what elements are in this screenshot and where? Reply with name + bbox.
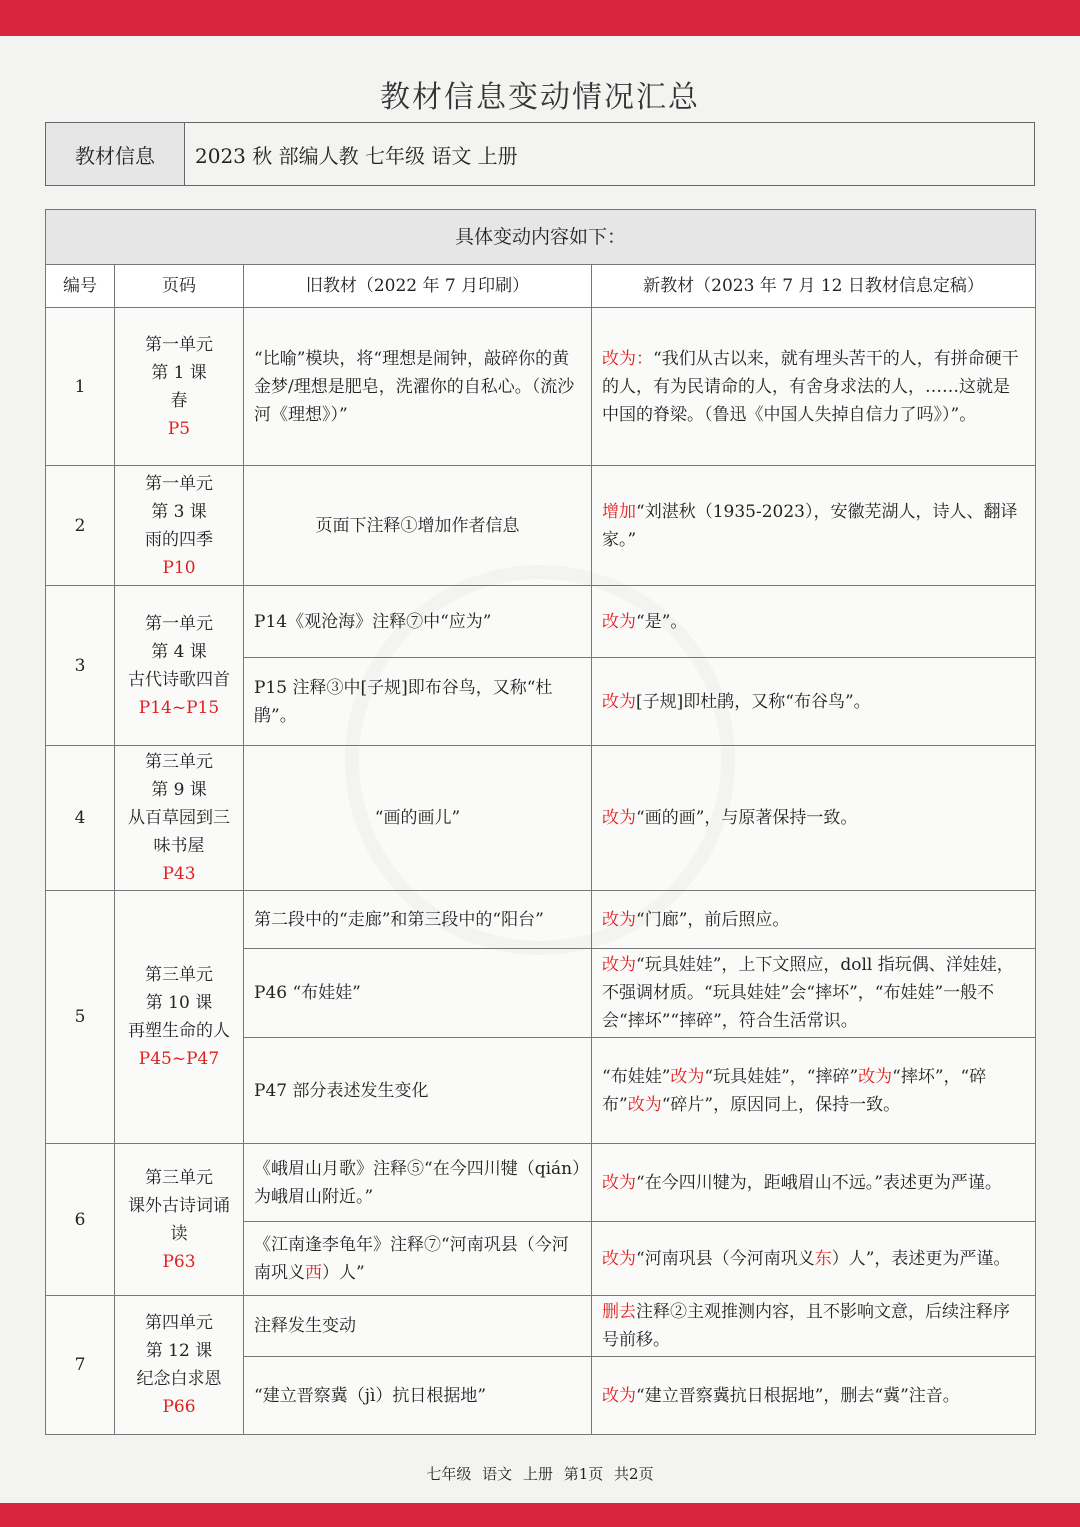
new-text: “玩具娃娃”，上下文照应，doll 指玩偶、洋娃娃，不强调材质。“玩具娃娃”会“摔坏”，“布娃娃”一般不会“摔坏”“摔碎”，符合生活常识。: [602, 955, 1014, 1031]
page-ref: P43: [162, 864, 196, 884]
page-line: 课外古诗词诵读: [128, 1195, 230, 1244]
old-text-cell: 第二段中的“走廊”和第三段中的“阳台”: [244, 891, 592, 949]
page-ref: P14~P15: [138, 697, 220, 718]
old-text-cell: “画的画儿”: [244, 746, 592, 891]
top-banner: [0, 0, 1080, 36]
new-text-part: “河南巩县（今河南巩义: [636, 1248, 815, 1269]
old-text-cell: P47 部分表述发生变化: [244, 1038, 592, 1144]
page-line: 从百草园到三味书屋: [128, 808, 230, 856]
bottom-banner: [0, 1503, 1080, 1527]
textbook-info-table: [45, 122, 1035, 186]
table-row: [46, 586, 1036, 658]
new-text: “门廊”，前后照应。: [636, 909, 790, 930]
new-text: “我们从古以来，就有埋头苦干的人，有拼命硬干的人，有为民请命的人，有舍身求法的人，……这就是中国的脊梁。（鲁迅《中国人失掉自信力了吗》）”。: [602, 348, 1019, 425]
old-text-cell: P14《观沧海》注释⑦中“应为”: [244, 586, 592, 658]
header-num: 编号: [46, 265, 115, 308]
header-page: 页码: [115, 265, 244, 308]
change-tag: 改为: [602, 1172, 636, 1193]
page-cell: [115, 746, 244, 891]
old-text-cell: “比喻”模块，将“理想是闹钟，敲碎你的黄金梦/理想是肥皂，洗濯你的自私心。（流沙河《理想》）”: [244, 308, 592, 466]
row-number: 6: [46, 1144, 115, 1296]
new-text-part: “布娃娃”: [602, 1066, 671, 1087]
new-text: 注释②主观推测内容，且不影响文意，后续注释序号前移。: [602, 1302, 1010, 1350]
header-old: 旧教材（2022 年 7 月印刷）: [244, 265, 592, 308]
page-line: 第 3 课: [151, 501, 207, 522]
old-text-cell: 注释发生变动: [244, 1296, 592, 1357]
page-line: 纪念白求恩: [136, 1369, 222, 1389]
page-line: 再塑生命的人: [128, 1021, 230, 1041]
table-body: [46, 308, 1036, 1435]
row-number: 3: [46, 586, 115, 746]
page-line: 第四单元: [145, 1313, 213, 1333]
change-tag: 增加: [602, 501, 636, 522]
old-text-cell: 页面下注释①增加作者信息: [244, 466, 592, 586]
new-text-cell: [592, 1038, 1036, 1144]
row-number: 5: [46, 891, 115, 1144]
page-title: 教材信息变动情况汇总: [380, 80, 700, 115]
change-tag: 改为: [602, 1385, 636, 1406]
page-ref: P63: [162, 1251, 196, 1272]
change-tag: 改为: [602, 1248, 636, 1269]
page-line: 第一单元: [145, 334, 213, 355]
change-tag: 改为: [602, 955, 636, 975]
table-row: [46, 746, 1036, 891]
page-line: 第 12 课: [145, 1341, 213, 1361]
page-ref: P45~P47: [138, 1049, 220, 1069]
page-line: 第三单元: [145, 965, 213, 985]
old-text-part: 西: [305, 1262, 322, 1283]
page-line: 古代诗歌四首: [128, 669, 230, 690]
table-row: [46, 891, 1036, 949]
page-cell: [115, 466, 244, 586]
page-line: 第一单元: [145, 613, 213, 634]
table-caption: 具体变动内容如下：: [46, 210, 1036, 265]
new-text-part: 改为: [670, 1066, 705, 1087]
page-footer: 七年级 语文 上册 第1页 共2页: [426, 1465, 654, 1483]
new-text: [子规]即杜鹃，又称“布谷鸟”。: [636, 691, 871, 712]
row-number: 4: [46, 746, 115, 891]
page-line: 第一单元: [145, 473, 213, 494]
table-row: [46, 1296, 1036, 1357]
page-cell: [115, 891, 244, 1144]
page-cell: [115, 308, 244, 466]
new-text-cell: [592, 891, 1036, 949]
new-text-cell: [592, 1296, 1036, 1357]
new-text-part: “碎片”，原因同上，保持一致。: [661, 1094, 901, 1115]
new-text: “在今四川犍为，距峨眉山不远。”表述更为严谨。: [636, 1172, 1002, 1193]
new-text-part: ）人”，表述更为严谨。: [831, 1248, 1011, 1269]
new-text-part: “玩具娃娃”，“摔碎”: [704, 1066, 859, 1087]
page-line: 雨的四季: [145, 529, 213, 550]
table-row: [46, 1144, 1036, 1222]
page-ref: P5: [167, 418, 191, 439]
old-text-cell: “建立晋察冀（jì）抗日根据地”: [244, 1357, 592, 1435]
info-label: 教材信息: [46, 123, 185, 186]
old-text-cell: [244, 1222, 592, 1296]
new-text-cell: [592, 308, 1036, 466]
new-text-part: 改为: [858, 1066, 893, 1087]
page-line: 第 10 课: [145, 993, 213, 1013]
page-ref: P10: [162, 557, 196, 578]
new-text-cell: [592, 658, 1036, 746]
new-text: “刘湛秋（1935-2023），安徽芜湖人，诗人、翻译家。”: [602, 501, 1018, 550]
row-number: 2: [46, 466, 115, 586]
info-value: 2023 秋 部编人教 七年级 语文 上册: [185, 123, 1035, 186]
old-text-part: ）人”: [322, 1262, 365, 1283]
change-tag: 删去: [602, 1302, 636, 1322]
new-text-cell: [592, 1357, 1036, 1435]
old-text-cell: 《峨眉山月歌》注释⑤“在今四川犍（qián）为峨眉山附近。”: [244, 1144, 592, 1222]
new-text-cell: [592, 1144, 1036, 1222]
change-tag: 改为：: [602, 348, 653, 369]
new-text-cell: [592, 746, 1036, 891]
new-text-part: 东: [814, 1248, 832, 1269]
change-tag: 改为: [602, 691, 636, 712]
new-text-cell: [592, 466, 1036, 586]
page-line: 第三单元: [145, 752, 213, 772]
page-line: 第 9 课: [151, 780, 207, 800]
old-text-part: 《江南逢李龟年》注释⑦“河南巩县（今河南巩义: [254, 1234, 569, 1283]
page-cell: [115, 1296, 244, 1435]
old-text-cell: P46 “布娃娃”: [244, 949, 592, 1038]
page-line: 春: [170, 390, 188, 411]
changes-table: [45, 209, 1036, 1435]
new-text-cell: [592, 949, 1036, 1038]
row-number: 7: [46, 1296, 115, 1435]
page-ref: P66: [162, 1397, 196, 1417]
row-number: 1: [46, 308, 115, 466]
page-line: 第三单元: [145, 1167, 213, 1188]
page-line: 第 4 课: [151, 641, 207, 662]
new-text: “建立晋察冀抗日根据地”，删去“冀”注音。: [636, 1385, 960, 1406]
change-tag: 改为: [602, 611, 636, 632]
new-text: “是”。: [636, 611, 688, 632]
page-line: 第 1 课: [151, 362, 207, 383]
new-text-part: 改为: [627, 1094, 662, 1115]
header-new: 新教材（2023 年 7 月 12 日教材信息定稿）: [592, 265, 1036, 308]
new-text: “画的画”，与原著保持一致。: [636, 808, 858, 828]
change-tag: 改为: [602, 909, 636, 930]
page-cell: [115, 586, 244, 746]
old-text-cell: P15 注释③中[子规]即布谷鸟，又称“杜鹃”。: [244, 658, 592, 746]
page-cell: [115, 1144, 244, 1296]
new-text-cell: [592, 1222, 1036, 1296]
table-row: [46, 466, 1036, 586]
new-text-part: “摔坏”，“碎布”: [602, 1066, 987, 1115]
table-row: [46, 308, 1036, 466]
change-tag: 改为: [602, 808, 636, 828]
new-text-cell: [592, 586, 1036, 658]
